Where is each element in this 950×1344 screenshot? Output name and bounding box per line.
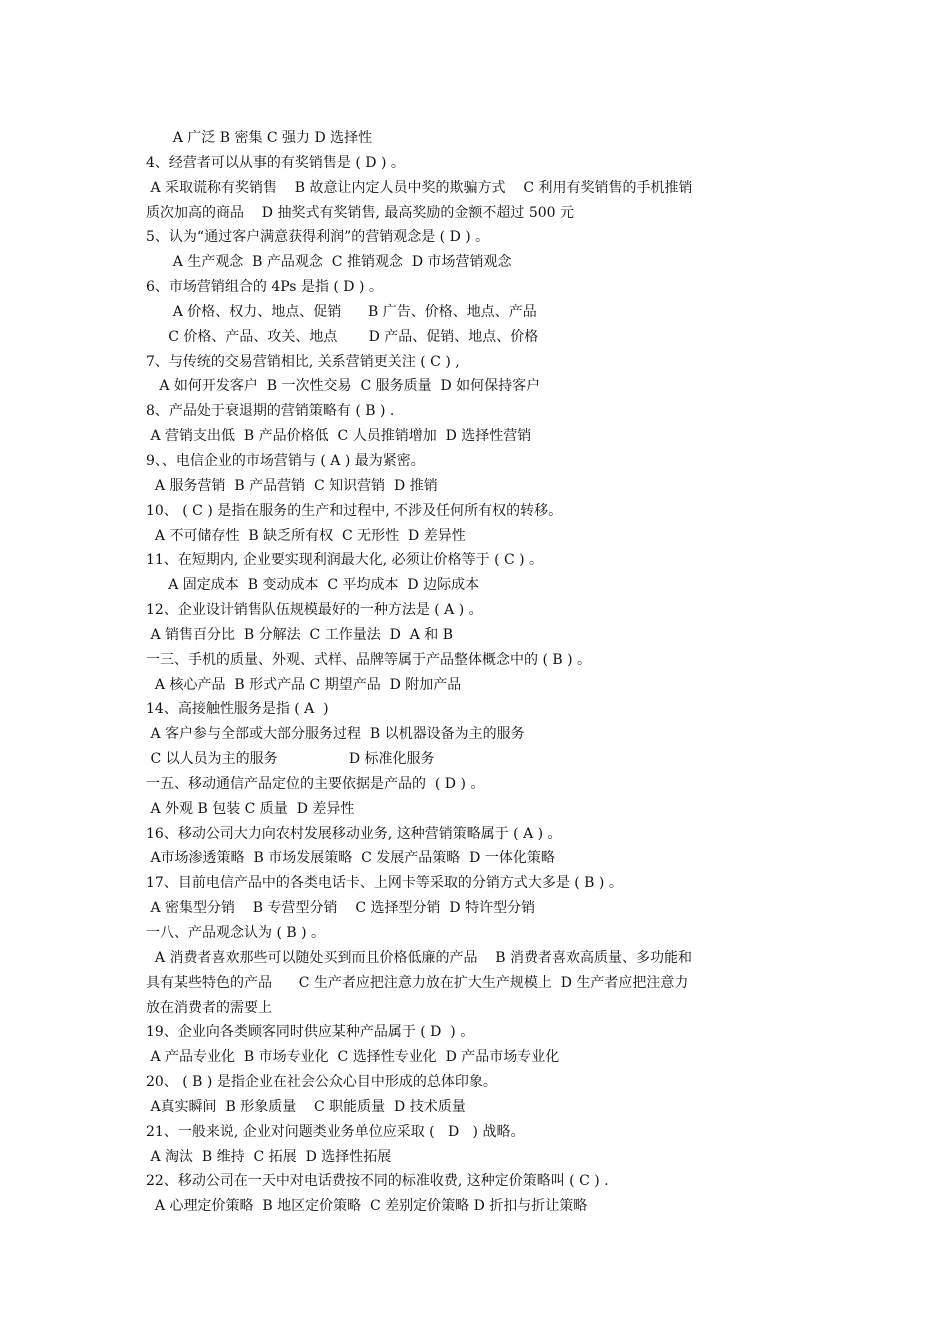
text-line: A 服务营销 B 产品营销 C 知识营销 D 推销 bbox=[146, 477, 438, 494]
text-line: A 价格、权力、地点、促销 B 广告、价格、地点、产品 bbox=[146, 303, 537, 320]
text-line: A 核心产品 B 形式产品 C 期望产品 D 附加产品 bbox=[146, 676, 462, 693]
text-line: A市场渗透策略 B 市场发展策略 C 发展产品策略 D 一体化策略 bbox=[146, 850, 555, 867]
text-line: 20、 ( B ) 是指企业在社会公众心目中形成的总体印象。 bbox=[146, 1074, 497, 1091]
text-line: A 密集型分销 B 专营型分销 C 选择型分销 D 特许型分销 bbox=[146, 900, 536, 917]
text-line: A 心理定价策略 B 地区定价策略 C 差别定价策略 D 折扣与折让策略 bbox=[146, 1198, 588, 1215]
text-line: 一五、移动通信产品定位的主要依据是产品的 ( D ) 。 bbox=[146, 775, 485, 792]
text-line: 19、企业向各类顾客同时供应某种产品属于 ( D ) 。 bbox=[146, 1024, 475, 1041]
text-line: 10、 ( C ) 是指在服务的生产和过程中, 不涉及任何所有权的转移。 bbox=[146, 502, 563, 519]
text-line: 7、与传统的交易营销相比, 关系营销更关注 ( C ) , bbox=[146, 353, 460, 370]
text-line: 16、移动公司大力向农村发展移动业务, 这种营销策略属于 ( A ) 。 bbox=[146, 825, 562, 842]
text-line: 14、高接触性服务是指 ( A ) bbox=[146, 701, 329, 718]
text-line: 22、移动公司在一天中对电话费按不同的标准收费, 这种定价策略叫 ( C ) . bbox=[146, 1173, 609, 1190]
text-line: 17、目前电信产品中的各类电话卡、上网卡等采取的分销方式大多是 ( B ) 。 bbox=[146, 875, 623, 892]
text-line: C 以人员为主的服务 D 标准化服务 bbox=[146, 751, 435, 768]
text-line: A 营销支出低 B 产品价格低 C 人员推销增加 D 选择性营销 bbox=[146, 428, 532, 445]
text-line: A 不可储存性 B 缺乏所有权 C 无形性 D 差异性 bbox=[146, 527, 466, 544]
text-line: A 如何开发客户 B 一次性交易 C 服务质量 D 如何保持客户 bbox=[146, 378, 541, 395]
text-line: 放在消费者的需要上 bbox=[146, 999, 272, 1016]
text-line: A 生产观念 B 产品观念 C 推销观念 D 市场营销观念 bbox=[146, 254, 512, 271]
text-line: 6、市场营销组合的 4Ps 是指 ( D ) 。 bbox=[146, 279, 383, 296]
text-line: A 外观 B 包装 C 质量 D 差异性 bbox=[146, 800, 355, 817]
text-line: A真实瞬间 B 形象质量 C 职能质量 D 技术质量 bbox=[146, 1098, 466, 1115]
text-line: 9、、电信企业的市场营销与 ( A ) 最为紧密。 bbox=[146, 452, 425, 469]
text-line: A 消费者喜欢那些可以随处买到而且价格低廉的产品 B 消费者喜欢高质量、多功能和 bbox=[146, 949, 692, 966]
text-line: 一三、手机的质量、外观、式样、品牌等属于产品整体概念中的 ( B ) 。 bbox=[146, 651, 592, 668]
text-line: A 固定成本 B 变动成本 C 平均成本 D 边际成本 bbox=[146, 577, 480, 594]
text-line: A 广泛 B 密集 C 强力 D 选择性 bbox=[146, 130, 373, 146]
text-line: A 淘汰 B 维持 C 拓展 D 选择性拓展 bbox=[146, 1148, 392, 1165]
question-list bbox=[146, 126, 826, 1219]
text-line: A 销售百分比 B 分解法 C 工作量法 D A 和 B bbox=[146, 626, 454, 643]
text-line: 12、企业设计销售队伍规模最好的一种方法是 ( A ) 。 bbox=[146, 602, 483, 619]
text-line: 质次加高的商品 D 抽奖式有奖销售, 最高奖励的金额不超过 500 元 bbox=[146, 204, 574, 221]
text-line: 一八、产品观念认为 ( B ) 。 bbox=[146, 925, 326, 941]
text-line: C 价格、产品、攻关、地点 D 产品、促销、地点、价格 bbox=[146, 328, 539, 345]
text-line: A 采取谎称有奖销售 B 故意让内定人员中奖的欺骗方式 C 利用有奖销售的手机推销 bbox=[146, 179, 693, 196]
text-line: 21、一般来说, 企业对问题类业务单位应采取 ( D ) 战略。 bbox=[146, 1123, 525, 1140]
text-line: 11、在短期内, 企业要实现利润最大化, 必须让价格等于 ( C ) 。 bbox=[146, 552, 544, 569]
text-line: 4、经营者可以从事的有奖销售是 ( D ) 。 bbox=[146, 154, 405, 171]
text-line: 具有某些特色的产品 C 生产者应把注意力放在扩大生产规模上 D 生产者应把注意力 bbox=[146, 974, 689, 991]
text-line: A 客户参与全部或大部分服务过程 B 以机器设备为主的服务 bbox=[146, 726, 525, 743]
text-line: 5、认为“通过客户满意获得利润”的营销观念是 ( D ) 。 bbox=[146, 229, 490, 246]
text-line: 8、产品处于衰退期的营销策略有 ( B ) . bbox=[146, 403, 395, 420]
text-line: A 产品专业化 B 市场专业化 C 选择性专业化 D 产品市场专业化 bbox=[146, 1049, 560, 1066]
